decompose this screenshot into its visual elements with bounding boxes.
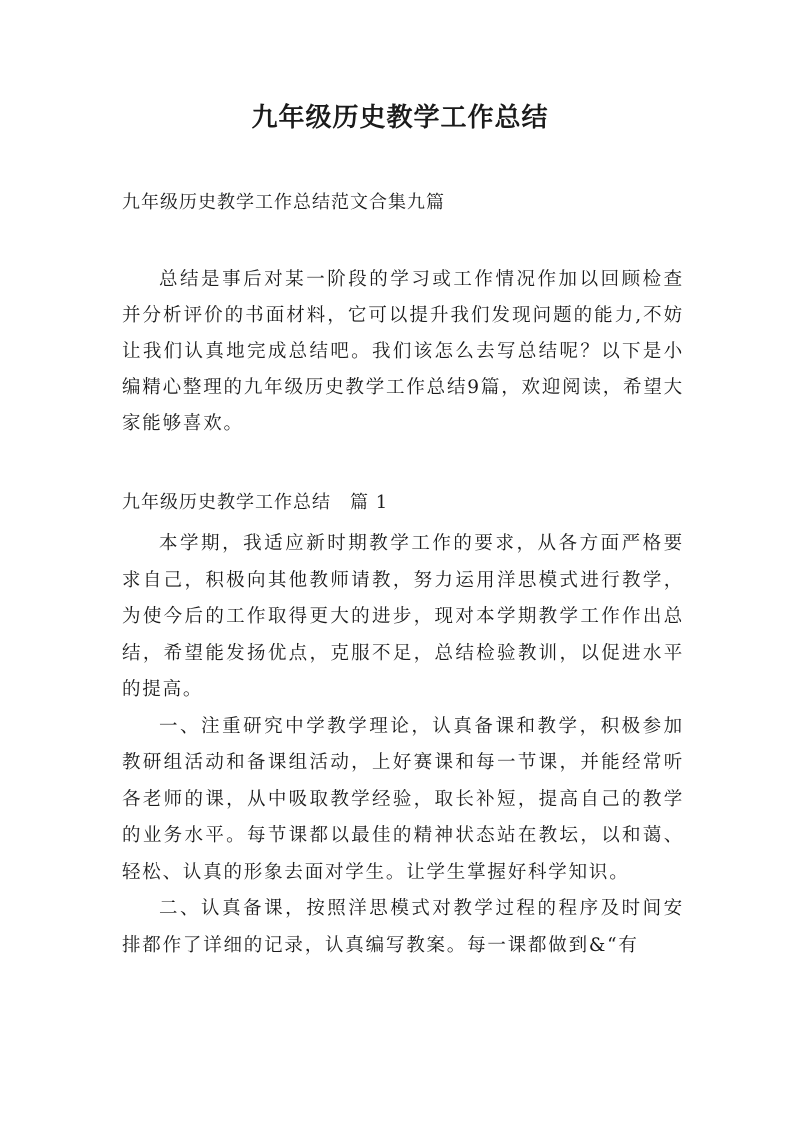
body-paragraph: 一、注重研究中学教学理论，认真备课和教学，积极参加教研组活动和备课组活动，上好赛课和每一节课，并能经常听各老师的课，从中吸取教学经验，取长补短，提高自己的教学的业务水平。每节课都以最佳的精神状态站在教坛，以和蔼、轻松、认真的形象去面对学生。让学生掌握好科学知识。 (122, 715, 684, 883)
section-body (122, 526, 684, 964)
body-paragraph: 二、认真备课，按照洋思模式对教学过程的程序及时间安排都作了详细的记录，认真编写教案。每一课都做到&“有 (122, 898, 684, 956)
intro-paragraph: 总结是事后对某一阶段的学习或工作情况作加以回顾检查并分析评价的书面材料，它可以提升我们发现问题的能力,不妨让我们认真地完成总结吧。我们该怎么去写总结呢？以下是小编精心整理的九年级历史教学工作总结9篇，欢迎阅读，希望大家能够喜欢。 (122, 269, 684, 434)
document-title: 九年级历史教学工作总结 (251, 103, 549, 133)
section-heading: 九年级历史教学工作总结 篇 1 (122, 492, 389, 513)
body-paragraph: 本学期，我适应新时期教学工作的要求，从各方面严格要求自己，积极向其他教师请教，努力运用洋思模式进行教学，为使今后的工作取得更大的进步，现对本学期教学工作作出总结，希望能发扬优点，克服不足，总结检验教训，以促进水平的提高。 (122, 533, 684, 700)
document-subtitle: 九年级历史教学工作总结范文合集九篇 (122, 192, 445, 213)
